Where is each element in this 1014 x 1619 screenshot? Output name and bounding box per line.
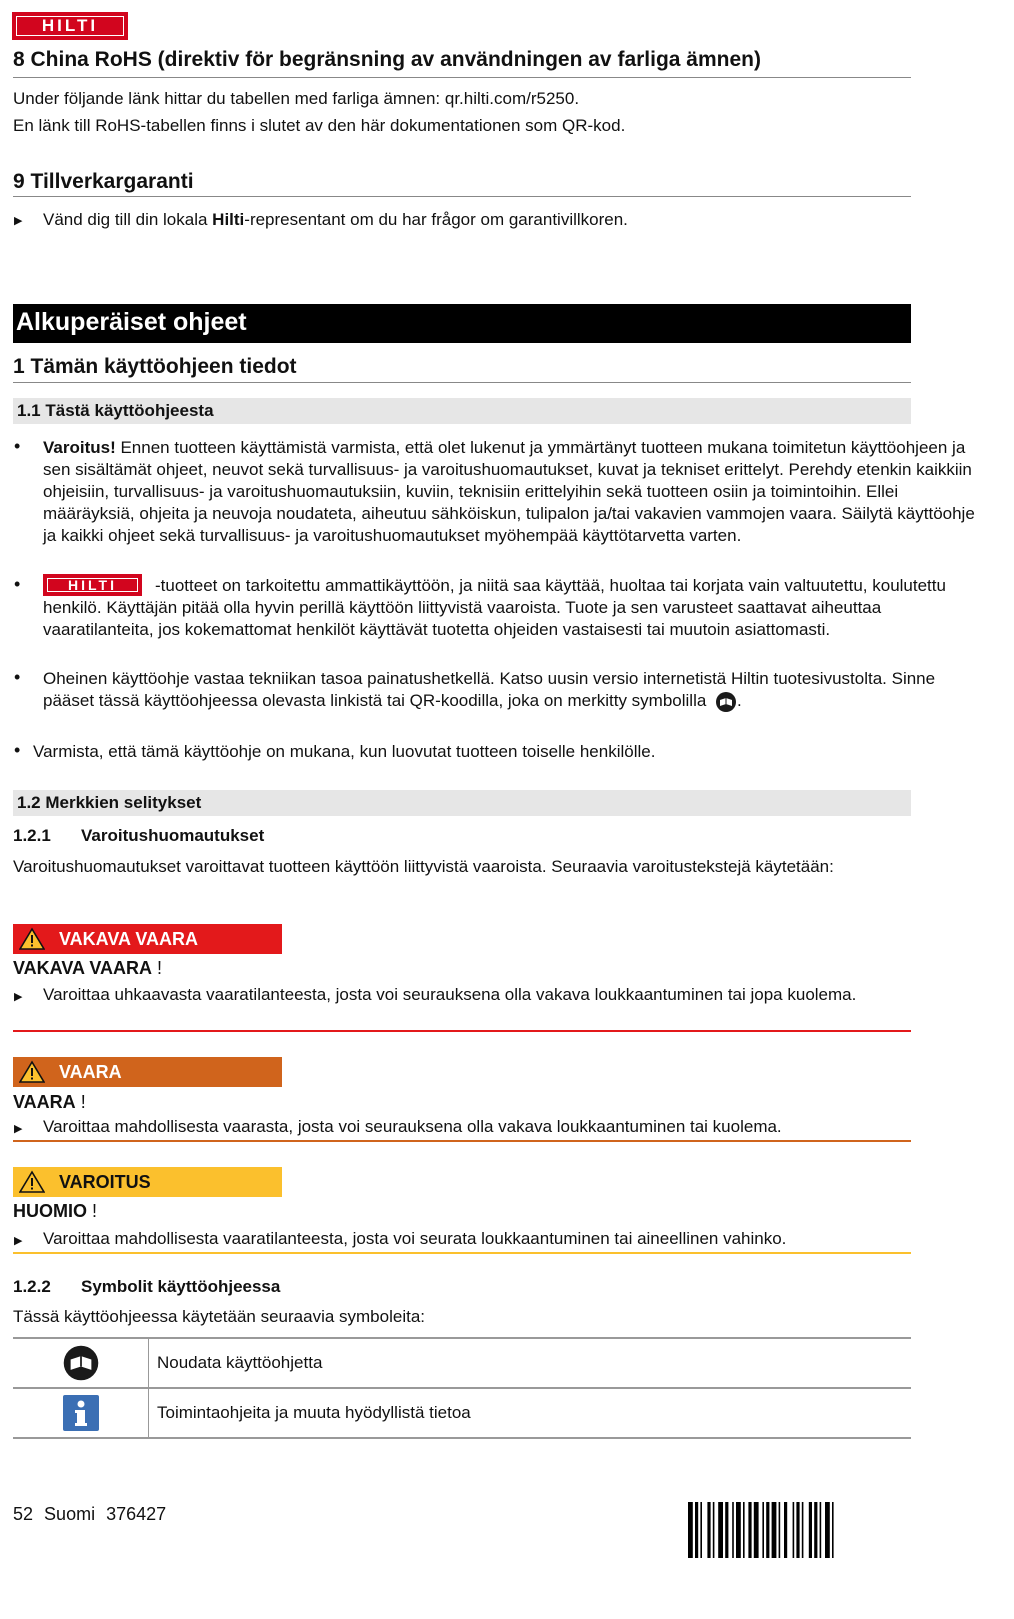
subsection-1-2-2-number: 1.2.2 [13, 1277, 51, 1296]
bullet-1-text: Ennen tuotteen käyttämistä varmista, että olet lukenut ja ymmärtänyt tuotteen mukana toimitetun käyttöohjeen ja sen sisältämät ohjeet, neuvot sekä turvallisuus- ja varoitushuomautukset, kuvat ja tekniset erittelyt. Perehdy etenkin kaikkiin ohjeisiin, turvallisuus- ja varoitushuomautuksiin, kuviin, teknisiin erittelyihin sekä tuotteen osiin ja toimintoihin. Ellei määräyksiä, ohjeita ja neuvoja noudateta, aiheutuu sähköiskun, tulipalon ja/tai vakavien vammojen vaara. Säilytä käyttöohje ja kaikki ohjeet sekä turvallisuus- ja varoitushuomautukset myöhempää käyttötarvetta varten. [43, 438, 975, 545]
barcode-bar [820, 1502, 822, 1558]
caution-label-text: VAROITUS [59, 1171, 151, 1192]
severe-danger-label [13, 924, 282, 954]
barcode-bar [802, 1502, 804, 1558]
barcode-bar [732, 1502, 734, 1558]
hilti-logo-inline: HILTI [43, 574, 142, 596]
barcode-bar [814, 1502, 817, 1558]
barcode-bar [688, 1502, 693, 1558]
caution-label [13, 1167, 282, 1197]
severe-danger-heading-mark: ! [157, 958, 163, 978]
subsection-1-2-2-title: Symbolit käyttöohjeessa [81, 1277, 281, 1296]
barcode-bar [695, 1502, 698, 1558]
severe-danger-heading [13, 958, 162, 979]
barcode-bar [832, 1502, 834, 1558]
bullet-triangle-icon: ▶ [14, 215, 23, 227]
section-9-item-post: -representant om du har frågor om garantivillkoren. [244, 210, 628, 229]
caution-heading [13, 1201, 97, 1222]
section-9-item-brand: Hilti [212, 210, 245, 229]
severe-danger-label-text: VAKAVA VAARA [59, 928, 198, 949]
section-9-item [43, 209, 628, 231]
barcode-bar [762, 1502, 764, 1558]
section-1-heading: 1 Tämän käyttöohjeen tiedot [13, 355, 297, 378]
bullet-4: Varmista, että tämä käyttöohje on mukana, kun luovutat tuotteen toiselle henkilölle. [33, 742, 656, 761]
subsection-1-2-1-title: Varoitushuomautukset [81, 826, 265, 845]
hilti-logo: HILTI [12, 12, 128, 40]
barcode-bar [725, 1502, 728, 1558]
bullet-3-end: . [737, 691, 742, 710]
info-icon [62, 1394, 100, 1432]
barcode-bar [743, 1502, 745, 1558]
table-cell-icon [13, 1339, 149, 1387]
symbols-intro: Tässä käyttöohjeessa käytetään seuraavia symboleita: [13, 1307, 426, 1326]
section-9-item-pre: Vänd dig till din lokala [43, 210, 213, 229]
severe-danger-heading-text: VAKAVA VAARA [13, 958, 152, 978]
section-9-heading: 9 Tillverkargaranti [13, 170, 194, 193]
barcode-bar [766, 1502, 769, 1558]
bullet-dot-icon: • [14, 667, 21, 687]
bullet-2 [43, 575, 958, 641]
subsection-1-2-2-heading [13, 1277, 280, 1297]
warning-triangle-icon [19, 1060, 45, 1084]
subsection-1-2-1-number: 1.2.1 [13, 826, 51, 845]
danger-label-text: VAARA [59, 1061, 122, 1082]
barcode-bar [713, 1502, 715, 1558]
section-8-line-2: En länk till RoHS-tabellen finns i slutet av den här dokumentationen som QR-kod. [13, 116, 626, 135]
section-1-rule [13, 382, 911, 383]
bullet-dot-icon: • [14, 740, 21, 760]
warning-triangle-icon [19, 927, 45, 951]
bullet-dot-icon: • [14, 436, 21, 456]
barcode-bar [736, 1502, 741, 1558]
barcode-bar [748, 1502, 751, 1558]
barcode-bar [793, 1502, 795, 1558]
table-cell-text: Toimintaohjeita ja muuta hyödyllistä tietoa [157, 1403, 471, 1422]
bullet-2-text: -tuotteet on tarkoitettu ammattikäyttöön, ja niitä saa käyttää, huoltaa tai korjata vain valtuutettu, koulutettu henkilö. Käyttäjän pitää olla hyvin perillä käyttöön liittyvistä vaaroista. Tuote ja sen varusteet saattavat aiheuttaa vaaratilanteita, jos kokemattomat henkilöt käyttävät tuotetta ohjeiden vastaisesti tai muutoin asiattomasti. [43, 576, 946, 639]
bullet-triangle-icon: ▶ [14, 1123, 23, 1135]
danger-heading-text: VAARA [13, 1092, 76, 1112]
danger-heading-mark: ! [80, 1092, 86, 1112]
bullet-triangle-icon: ▶ [14, 1235, 23, 1247]
barcode-bar [809, 1502, 812, 1558]
severe-danger-text: Varoittaa uhkaavasta vaaratilanteesta, josta voi seurauksena olla vakava loukkaantuminen tai jopa kuolema. [43, 985, 857, 1004]
barcode-bar [779, 1502, 781, 1558]
page-language: Suomi [44, 1504, 96, 1524]
symbols-table [13, 1337, 911, 1439]
read-manual-icon [62, 1344, 100, 1382]
bullet-1 [43, 437, 978, 547]
barcode-bar [825, 1502, 830, 1558]
title-banner [13, 304, 911, 343]
danger-text: Varoittaa mahdollisesta vaarasta, josta voi seurauksena olla vakava loukkaantuminen tai kuolema. [43, 1117, 782, 1136]
title-banner-text: Alkuperäiset ohjeet [16, 308, 247, 336]
table-row [13, 1339, 911, 1389]
read-manual-icon [715, 691, 737, 713]
severe-danger-rule [13, 1030, 911, 1032]
table-cell-icon [13, 1389, 149, 1437]
subsection-1-1-heading: 1.1 Tästä käyttöohjeesta [13, 398, 911, 424]
subsection-1-2-heading: 1.2 Merkkien selitykset [13, 790, 911, 816]
bullet-dot-icon: • [14, 574, 21, 594]
caution-heading-mark: ! [92, 1201, 98, 1221]
danger-rule [13, 1140, 911, 1142]
page-number: 52 [13, 1504, 34, 1524]
table-row [13, 1389, 911, 1439]
barcode-bar [796, 1502, 799, 1558]
section-8-line-1: Under följande länk hittar du tabellen med farliga ämnen: qr.hilti.com/r5250. [13, 89, 580, 108]
danger-heading [13, 1092, 86, 1113]
barcode-bar [707, 1502, 710, 1558]
document-code: 376427 [106, 1504, 167, 1524]
barcode-bar [700, 1502, 702, 1558]
barcode-bar [784, 1502, 787, 1558]
table-cell-text: Noudata käyttöohjetta [157, 1353, 323, 1372]
section-8-rule [13, 77, 911, 78]
page-footer [13, 1504, 166, 1525]
subsection-1-2-1-heading [13, 826, 264, 846]
barcode-bar [718, 1502, 723, 1558]
warning-triangle-icon [19, 1170, 45, 1194]
bullet-1-warning-label: Varoitus! [43, 438, 116, 457]
section-9-rule [13, 196, 911, 197]
bullet-3-text: Oheinen käyttöohje vastaa tekniikan tasoa painatushetkellä. Katso uusin versio internetistä Hiltin tuotesivustolta. Sinne pääset tässä käyttöohjeessa olevasta linkistä tai QR-koodilla, joka on merkitty symbolilla [43, 669, 936, 710]
caution-rule [13, 1252, 911, 1254]
bullet-3 [43, 668, 943, 713]
section-8-heading: 8 China RoHS (direktiv för begränsning av användningen av farliga ämnen) [13, 48, 761, 71]
barcode-bar [772, 1502, 777, 1558]
barcode [688, 1502, 910, 1558]
bullet-triangle-icon: ▶ [14, 991, 23, 1003]
barcode-bar [754, 1502, 759, 1558]
caution-text: Varoittaa mahdollisesta vaaratilanteesta, josta voi seurata loukkaantuminen tai aineellinen vahinko. [43, 1229, 787, 1248]
warnings-intro: Varoitushuomautukset varoittavat tuotteen käyttöön liittyvistä vaaroista. Seuraavia varoitustekstejä käytetään: [13, 857, 834, 876]
danger-label [13, 1057, 282, 1087]
caution-heading-text: HUOMIO [13, 1201, 87, 1221]
